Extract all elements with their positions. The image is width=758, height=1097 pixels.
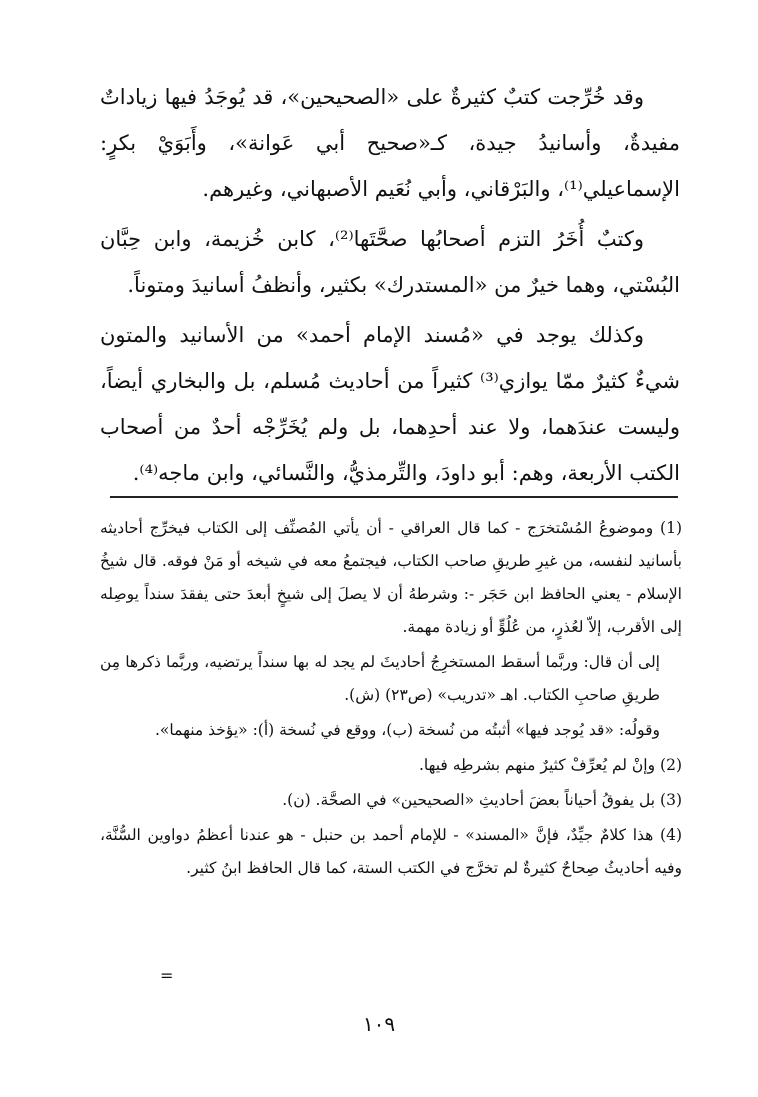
footnote-4: (4) هذا كلامٌ جيِّدٌ، فإنَّ «المسند» - للإمام أحمد بن حنبل - هو عندنا أعظمُ دواوين السُّنَّة، وفيه أحاديثُ صِحاحٌ كثيرةٌ لم تخرَّج في الكتب الستة، كما قال الحافظ ابنُ كثير. [100,826,682,877]
footnote-2: (2) وإنْ لم يُعرِّفْ كثيرٌ منهم بشرطِه فيها. [418,756,682,774]
continuation-mark: = [160,966,174,985]
footnote-1-variant-note: وقولُه: «قد يُوجد فيها» أثبتُه من نُسخة (ب)، ووقع في نُسخة (أ): «يؤخذ منهما». [154,721,660,739]
main-text [100,74,680,500]
footnote-3: (3) بل يفوقُ أحياناً بعضَ أحاديثِ «الصحيحين» في الصحَّة. (ن). [282,791,682,809]
paragraph-3: وكذلك يوجد في «مُسند الإمام أحمد» من الأسانيد والمتون شيءٌ كثيرٌ ممّا يوازي⁽³⁾ كثيراً من أحاديث مُسلم، بل والبخاري أيضاً، وليست عندَهما، ولا عند أحدِهما، بل ولم يُخَرِّجْه أحدٌ من أصحاب الكتب الأربعة، وهم: أبو داودَ، والتِّرمذيُّ، والنَّسائي، وابن ماجه⁽⁴⁾. [100,323,680,485]
footnote-1-continuation: إلى أن قال: وربَّما أسقط المستخرِجُ أحاديثَ لم يجد له بها سنداً يرتضيه، وربَّما ذكرها مِن طريقِ صاحبِ الكتاب. اهـ «تدريب» (ص٢٣) (ش). [100,653,660,704]
page-number: ١٠٩ [362,1012,396,1036]
footnote-divider [110,496,678,498]
paragraph-1: وقد خُرِّجت كتبٌ كثيرةٌ على «الصحيحين»، قد يُوجَدُ فيها زياداتٌ مفيدةٌ، وأسانيدُ جيدة، كـ«صحيح أبي عَوانة»، وأَبَوَيْ بكرٍ: الإسماعيلي⁽¹⁾، والبَرْقاني، وأبي نُعَيم الأصبهاني، وغيرهم. [100,85,680,201]
paragraph-2: وكتبٌ أُخَرُ التزم أصحابُها صحَّتَها⁽²⁾، كابن خُزيمة، وابن حِبَّان البُسْتي، وهما خيرٌ من «المستدرك» بكثير، وأنظفُ أسانيدَ ومتوناً. [100,227,680,297]
footnote-1: (1) وموضوعُ المُسْتخرَج - كما قال العراقي - أن يأتي المُصنِّف إلى الكتاب فيخرِّج أحاديثه بأسانيد لنفسه، من غيرِ طريقِ صاحب الكتاب، فيجتمعُ معه في شيخه أو مَنْ فوقه. قال شيخُ الإسلام - يعني الحافظ ابن حَجَر -: وشرطهُ أن لا يصلَ إلى شيخٍ أبعدَ حتى يفقدَ سنداً يوصِله إلى الأقرب، إلاّ لعُذرٍ، من عُلُوٍّ أو زيادة مهمة. [100,519,682,636]
footnotes [100,512,682,887]
